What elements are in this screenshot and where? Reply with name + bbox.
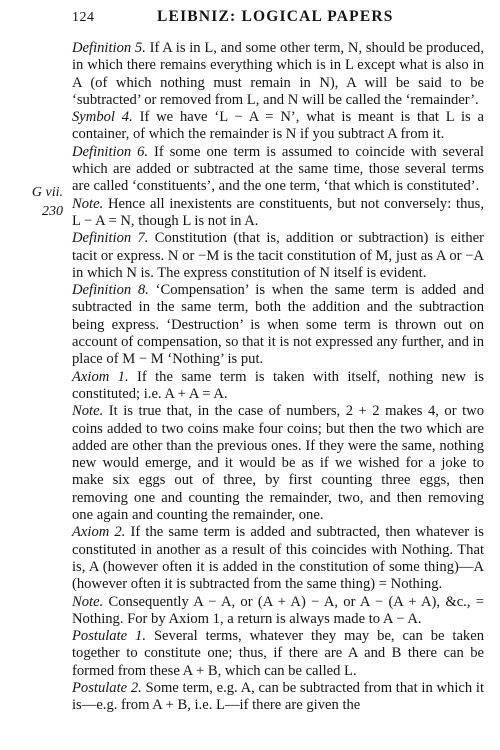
paragraph-axiom-2 bbox=[72, 524, 484, 593]
paragraph-label: Postulate 2. bbox=[72, 679, 142, 696]
page-number: 124 bbox=[72, 10, 95, 25]
paragraph-definition-8 bbox=[72, 282, 484, 368]
paragraph-note-2 bbox=[72, 403, 484, 524]
paragraph-label: Note. bbox=[72, 195, 104, 212]
paragraph-text: If some one term is assumed to coincide with several which are added or subtracted at the same time, those several terms are called ‘constituents’, and the one term, ‘that which is constituted’. bbox=[72, 143, 484, 195]
paragraph-text: If A is in L, and some other term, N, should be produced, in which there remains everything which is in L except what is also in A (of which nothing must remain in N), A will be said to be ‘subtracted’ or removed from L, and N will be called the ‘remainder’. bbox=[72, 40, 484, 108]
paragraph-text: Some term, e.g. A, can be subtracted from that in which it is—e.g. from A + B, i.e. L—if there are given the bbox=[72, 679, 484, 714]
paragraph-text: If we have ‘L − A = N’, what is meant is that L is a container, of which the remainder is N if you subtract A from it. bbox=[72, 109, 484, 143]
paragraph-note-1 bbox=[72, 196, 484, 231]
page-header bbox=[72, 8, 484, 30]
page-body bbox=[72, 40, 484, 715]
paragraph-text: Several terms, whatever they may be, can be taken together to constitute one; thus, if there are A and B there can be formed from these A + B, which can be called L. bbox=[72, 628, 484, 679]
paragraph-label: Symbol 4. bbox=[72, 109, 133, 126]
margin-note-source: G vii. bbox=[31, 185, 63, 200]
paragraph-text: Hence all inexistents are constituents, but not conversely: thus, L − A = N, though L is not in A. bbox=[72, 195, 484, 229]
paragraph-label: Note. bbox=[72, 593, 104, 610]
paragraph-label: Axiom 1. bbox=[72, 368, 129, 385]
paragraph-text: It is true that, in the case of numbers, 2 + 2 makes 4, or two coins added to two coins make four coins; but then the two which are added are other than the previous ones. If they were the same, nothing new would emerge, and it would be as if we wished for a joke to make six eggs out of three, by first counting three eggs, then removing one and counting the remainder, two, and then removing one again and counting the remainder, one. bbox=[72, 403, 484, 524]
paragraph-label: Definition 6. bbox=[72, 143, 149, 160]
paragraph-label: Definition 5. bbox=[72, 40, 146, 56]
paragraph-text: If the same term is added and subtracted, then whatever is constituted in another as a result of this coincides with Nothing. That is, A (however often it is added in the constitution of some thing)—A (however often it is subtracted from the same thing) = Nothing. bbox=[72, 524, 484, 593]
paragraph-text: ‘Compensation’ is when the same term is added and subtracted in the same term, both the addition and the subtraction being express. ‘Destruction’ is when some term is thrown out on account of compensation, so that it is not expressed any further, and in place of M − M ‘Nothing’ is put. bbox=[72, 282, 485, 368]
paragraph-postulate-1 bbox=[72, 628, 484, 680]
paragraph-definition-7 bbox=[72, 230, 484, 282]
margin-note-page: 230 bbox=[42, 204, 63, 219]
paragraph-text: Consequently A − A, or (A + A) − A, or A − (A + A), &c., = Nothing. For by Axiom 1, a return is always made to A − A. bbox=[72, 593, 484, 627]
paragraph-label: Definition 8. bbox=[72, 282, 149, 299]
paragraph-axiom-1 bbox=[72, 369, 484, 404]
paragraph-label: Note. bbox=[72, 403, 104, 420]
paragraph-definition-5 bbox=[72, 40, 484, 109]
paragraph-postulate-2 bbox=[72, 680, 484, 715]
paragraph-definition-6 bbox=[72, 144, 484, 196]
paragraph-label: Postulate 1. bbox=[72, 628, 147, 645]
paragraph-symbol-4 bbox=[72, 109, 484, 144]
running-head: LEIBNIZ: LOGICAL PAPERS bbox=[157, 8, 394, 25]
paragraph-label: Axiom 2. bbox=[72, 524, 126, 541]
paragraph-text: Constitution (that is, addition or subtraction) is either tacit or express. N or −M is the tacit constitution of M, just as A or −A in which N is. The express constitution of N itself is evident. bbox=[72, 230, 484, 281]
paragraph-label: Definition 7. bbox=[72, 230, 149, 247]
paragraph-note-3 bbox=[72, 594, 484, 629]
paragraph-text: If the same term is taken with itself, nothing new is constituted; i.e. A + A = A. bbox=[72, 368, 484, 402]
